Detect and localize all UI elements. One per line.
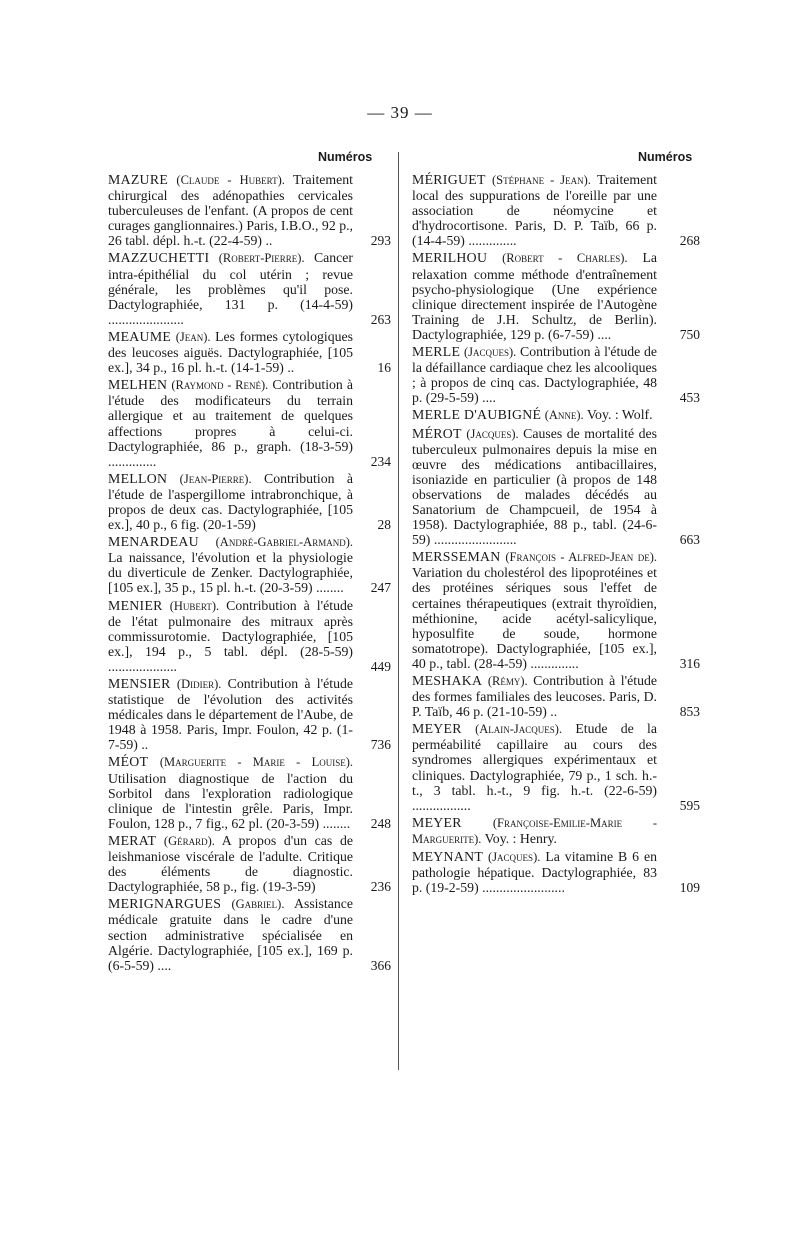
entry-number: 247: [370, 580, 391, 596]
left-column: [108, 172, 391, 975]
author-given-names: (Jacques).: [463, 345, 517, 360]
entry-number: 663: [679, 532, 700, 548]
entry-number: 236: [370, 879, 391, 895]
entry-description: Contribution à l'étude statistique de l'évolution des activités médicales dans le département de l'Aube, de 1948 à 1958. Paris, Impr. Foulon, 42 p. (1-7-59) ..: [108, 676, 353, 753]
entry-description: Les formes cytologiques des leucoses aiguës. Dactylographiée, [105 ex.], 34 p., 16 pl. h.-t. (14-1-59) ..: [108, 328, 353, 376]
bibliography-entry: [108, 754, 391, 830]
author-given-names: (Jacques).: [466, 426, 519, 441]
author-surname: MENARDEAU: [108, 534, 199, 550]
author-given-names: (Françoise-Emilie-Marie - Marguerite).: [412, 815, 657, 846]
author-surname: MEYER: [412, 721, 462, 737]
entry-number: 736: [370, 737, 391, 753]
entry-description: Variation du cholestérol des lipoprotéines et des protéines sériques sous l'effet de certaines thérapeutiques (extrait thyroïdien, méthionine, acide acétyl-salicylique, hyposulfite de soude, hormone somatotrope). Dactylographiée, [105 ex.], 40 p., tabl. (28-4-59) ..............: [412, 565, 657, 671]
entry-description: Traitement local des suppurations de l'oreille par une association de néomycine et d'hydrocortisone. Paris, D. P. Taïb, 66 p. (14-4-59) ..............: [412, 172, 657, 249]
author-surname: MEYNANT: [412, 849, 484, 865]
bibliography-entry: [108, 896, 391, 972]
entry-number: 28: [377, 517, 391, 533]
right-column: [412, 172, 700, 897]
author-surname: MAZZUCHETTI: [108, 250, 210, 266]
entry-description: Contribution à l'étude de la défaillance cardiaque chez les alcooliques ; à propos de cinq cas. Dactylographiée, 48 p. (29-5-59) ....: [412, 344, 658, 406]
bibliography-entry: [412, 425, 700, 548]
bibliography-entry: [108, 598, 391, 674]
entry-description: Contribution à l'étude de l'état pulmonaire des mitraux après commissurotomie. Dactylographiée, [105 ex.], 194 p., 5 tabl. dépl. (28-5-59) ....................: [108, 597, 354, 674]
bibliography-entry: [108, 534, 391, 595]
entry-number: 16: [377, 360, 391, 376]
entry-description: Etude de la perméabilité capillaire au cours des syndromes allergiques expérimentaux et cliniques. Dactylographiée, 79 p., 1 sch. h.-t., 3 tabl. h.-t., 9 fig. h.-t. (22-6-59) .................: [412, 721, 658, 813]
bibliography-entry: [412, 815, 695, 847]
column-header-left: Numéros: [318, 150, 373, 164]
author-surname: MERAT: [108, 832, 157, 848]
entry-number: 595: [679, 797, 700, 813]
entry-description: Contribution à l'étude des modificateurs du terrain allergique et au traitement de quelques affections propres à celui-ci. Dactylographiée, 86 p., graph. (18-3-59) ..............: [108, 377, 354, 469]
page-number: — 39 —: [367, 103, 433, 122]
bibliography-entry: [412, 721, 700, 813]
author-surname: MELHEN: [108, 377, 168, 393]
author-surname: MEYER: [412, 814, 462, 830]
bibliography-entry: [108, 833, 391, 894]
entry-description: Voy. : Henry.: [484, 830, 557, 846]
author-given-names: (Jean-Pierre).: [179, 471, 252, 486]
entry-number: 316: [679, 655, 700, 671]
entry-description: La relaxation comme méthode d'entraînement psycho-physiologique (Une expérience clinique directement inspirée de l'Autogène Training de J.H. Schultz, de Berlin). Dactylographiée, 129 p. (6-7-59) ....: [412, 250, 657, 342]
bibliography-entry: [108, 172, 391, 248]
author-given-names: (Anne).: [544, 408, 584, 423]
author-given-names: (Gérard).: [163, 833, 215, 848]
author-surname: MÉOT: [108, 754, 149, 770]
author-given-names: (Robert - Charles).: [502, 251, 628, 266]
author-surname: MENSIER: [108, 676, 171, 691]
author-given-names: (Stéphane - Jean).: [492, 173, 591, 187]
entry-number: 853: [679, 704, 700, 720]
column-header-right: Numéros: [638, 150, 693, 164]
entry-description: Assistance médicale gratuite dans le cadre d'une section administrative spécialisée en Algérie. Dactylographiée, [105 ex.], 169 p. (6-5-59) ....: [108, 896, 353, 973]
entry-number: 109: [679, 880, 700, 896]
author-given-names: (Hubert).: [169, 598, 220, 613]
entry-description: Causes de mortalité des tuberculeux pulmonaires depuis la mise en œuvre des médications antibacillaires, isoniazide en particulier (à propos de 148 observations de malades décédés au Sanatorium de Champcueil, de 1954 à 1958). Dactylographiée, 88 p., tabl. (24-6-59) ........................: [412, 425, 657, 548]
author-surname: MÉRIGUET: [412, 172, 486, 187]
bibliography-entry: [108, 471, 391, 532]
author-surname: MAZURE: [108, 172, 169, 187]
author-surname: MÉROT: [412, 425, 462, 441]
author-given-names: (Didier).: [176, 677, 222, 691]
entry-number: 234: [370, 453, 391, 469]
author-surname: MELLON: [108, 470, 168, 486]
bibliography-entry: [412, 673, 700, 720]
author-given-names: (Raymond - René).: [171, 378, 269, 393]
bibliography-entry: [108, 329, 391, 375]
bibliography-entry: [108, 377, 391, 469]
author-given-names: (Robert-Pierre).: [218, 251, 305, 266]
bibliography-entry: [108, 676, 391, 752]
entry-description: Contribution à l'étude des formes familiales des leucoses. Paris, D. P. Taïb, 46 p. (21-10-59) ..: [412, 673, 658, 720]
entry-description: Voy. : Wolf.: [586, 407, 653, 423]
entry-description: A propos d'un cas de leishmaniose viscérale de l'adulte. Critique des éléments de diagnostic. Dactylographiée, 58 p., fig. (19-3-59): [108, 832, 353, 895]
bibliography-entry: [412, 344, 700, 406]
author-surname: MERIGNARGUES: [108, 896, 222, 912]
author-given-names: (François - Alfred-Jean de).: [505, 550, 658, 565]
author-given-names: (Gabriel).: [231, 897, 285, 912]
author-given-names: (Alain-Jacques).: [475, 722, 563, 737]
author-surname: MERSSEMAN: [412, 549, 501, 565]
bibliography-entry: [412, 549, 700, 671]
column-divider: [398, 152, 399, 1070]
entry-number: 366: [370, 957, 391, 973]
entry-description: La vitamine B 6 en pathologie hépatique. Dactylographiée, 83 p. (19-2-59) ........................: [412, 849, 658, 896]
entry-number: 248: [370, 815, 391, 831]
author-given-names: (Rémy).: [487, 674, 528, 688]
entry-number: 449: [370, 658, 391, 674]
author-surname: MENIER: [108, 597, 163, 613]
bibliography-entry: [412, 849, 700, 896]
author-given-names: (Jacques).: [488, 850, 541, 865]
author-surname: MERLE D'AUBIGNÉ: [412, 407, 542, 423]
entry-description: Cancer intra-épithélial du col utérin ; revue générale, les problèmes qu'il pose. Dactylographiée, 131 p. (14-4-59) ......................: [108, 250, 354, 327]
author-surname: MEAUME: [108, 328, 172, 344]
author-given-names: (Jean).: [175, 329, 211, 344]
author-surname: MESHAKA: [412, 673, 483, 688]
entry-number: 268: [679, 233, 700, 249]
entry-number: 453: [679, 390, 700, 406]
entry-number: 293: [370, 233, 391, 249]
author-surname: MERILHOU: [412, 250, 488, 266]
author-given-names: (André-Gabriel-Armand).: [215, 535, 353, 550]
author-given-names: (Marguerite - Marie - Louise).: [159, 755, 353, 770]
bibliography-entry: [412, 250, 700, 342]
entry-description: La naissance, l'évolution et la physiologie du diverticule de Zenker. Dactylographiée, [105 ex.], 35 p., 15 pl. h.-t. (20-3-59) ........: [108, 550, 353, 596]
entry-number: 263: [370, 311, 391, 327]
entry-description: Traitement chirurgical des adénopathies cervicales tuberculeuses de l'enfant. (A propos de cent curages ganglionnaires.) Paris, I.B.O., 92 p., 26 tabl. dépl. h.-t. (22-4-59) ..: [108, 172, 354, 249]
author-given-names: (Claude - Hubert).: [176, 173, 285, 187]
bibliography-entry: [108, 250, 391, 326]
author-surname: MERLE: [412, 344, 461, 360]
entry-description: Utilisation diagnostique de l'action du Sorbitol dans l'exploration radiologique clinique de l'intestin grêle. Paris, Impr. Foulon, 128 p., 7 fig., 62 pl. (20-3-59) ........: [108, 770, 353, 831]
entry-description: Contribution à l'étude de l'aspergillome intrabronchique, à propos de deux cas. Dactylographiée, [105 ex.], 40 p., 6 fig. (20-1-59): [108, 470, 354, 533]
entry-number: 750: [679, 326, 700, 342]
bibliography-entry: [412, 407, 695, 423]
bibliography-entry: [412, 172, 700, 249]
